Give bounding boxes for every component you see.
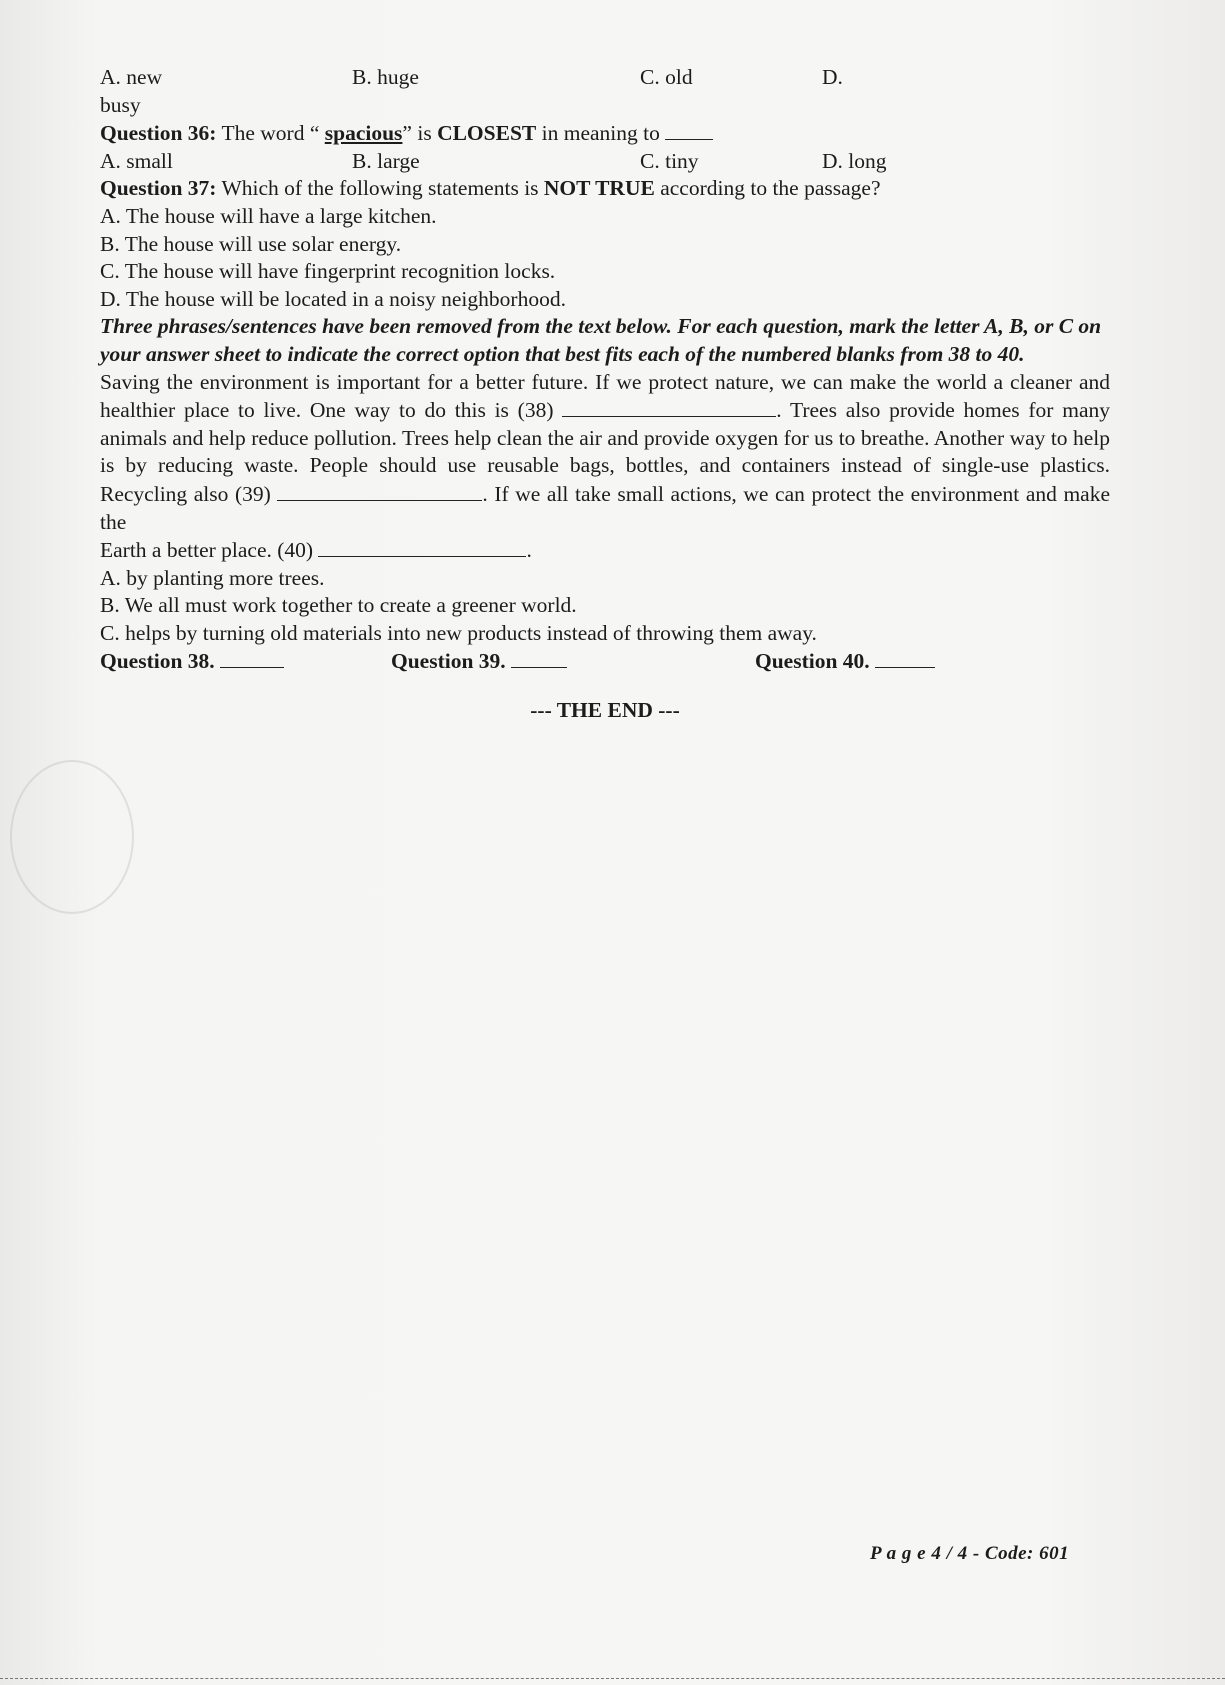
q36-text-mid: ” is xyxy=(402,121,438,146)
passage-part-2: . Trees also provide homes for many animals and help reduce pollution. Trees help clean the air and provide oxygen for us to breathe. Another way to help is by reducing waste. People should use reusable bags, bottles, and containers instead of single-use plastics. Recycling also (39) xyxy=(100,398,1110,506)
q37-option-b: B. The house will use solar energy. xyxy=(100,231,402,256)
q37-text-pre: Which of the following statements is xyxy=(221,176,544,201)
answer-39-blank xyxy=(511,647,567,668)
passage xyxy=(100,369,1110,537)
answer-blanks xyxy=(100,647,1110,675)
question-36 xyxy=(100,119,1110,148)
blank-38 xyxy=(562,396,776,417)
q35-option-d: D. xyxy=(822,65,843,89)
passage-part-4: Earth a better place. (40) xyxy=(100,538,319,563)
answer-40-blank xyxy=(875,647,935,668)
exam-content xyxy=(100,64,1110,725)
q36-text-pre: The word “ xyxy=(221,121,325,146)
answer-40-label: Question 40. xyxy=(755,649,870,674)
q36-option-b: B. large xyxy=(352,148,420,173)
blank-39 xyxy=(277,480,482,501)
instructions-38-40: Three phrases/sentences have been removed from the text below. For each question, mark the letter A, B, or C on your answer sheet to indicate the correct option that best fits each of the numbered blanks from 38 to 40. xyxy=(100,314,1102,366)
q36-option-d: D. long xyxy=(822,148,887,173)
page-edge xyxy=(0,1678,1225,1682)
q36-text-post: in meaning to xyxy=(536,121,666,146)
answer-38-label: Question 38. xyxy=(100,649,215,674)
passage-last-line xyxy=(100,536,1110,565)
q37-option-a: A. The house will have a large kitchen. xyxy=(100,203,437,228)
q35-option-b: B. huge xyxy=(352,65,419,89)
q36-option-c: C. tiny xyxy=(640,148,699,173)
question-36-label: Question 36: xyxy=(100,121,217,146)
answer-38-blank xyxy=(220,647,284,668)
q36-bold: CLOSEST xyxy=(437,121,537,146)
q35-options xyxy=(100,64,1110,92)
passage-part-5: . xyxy=(526,538,532,563)
q36-options xyxy=(100,148,1110,176)
q37-bold: NOT TRUE xyxy=(543,176,655,201)
question-37 xyxy=(100,175,1110,203)
q37-text-post: according to the passage? xyxy=(654,176,881,201)
answer-39 xyxy=(391,647,567,676)
answer-40 xyxy=(755,647,935,676)
option-b-38-40: B. We all must work together to create a greener world. xyxy=(100,593,577,618)
answer-39-label: Question 39. xyxy=(391,649,506,674)
q35-option-c: C. old xyxy=(640,65,693,89)
q35-option-d-continued: busy xyxy=(100,92,141,117)
the-end: --- THE END --- xyxy=(530,698,680,723)
page-footer: P a g e 4 / 4 - Code: 601 xyxy=(870,1543,1070,1564)
q37-option-c: C. The house will have fingerprint recognition locks. xyxy=(100,259,556,284)
faded-stamp xyxy=(10,760,134,914)
q36-blank xyxy=(665,119,713,140)
option-a-38-40: A. by planting more trees. xyxy=(100,565,325,590)
q36-option-a: A. small xyxy=(100,148,173,173)
passage-part-3: . If we all take small actions, we can protect the environment and make the xyxy=(100,481,1111,534)
blank-40 xyxy=(318,536,526,557)
passage-part-1: Saving the environment is important for a better future. If we protect nature, we can make the world a cleaner and healthier place to live. One way to do this is (38) xyxy=(100,369,1110,423)
answer-38 xyxy=(100,647,284,676)
option-c-38-40: C. helps by turning old materials into new products instead of throwing them away. xyxy=(100,620,817,645)
q37-option-d: D. The house will be located in a noisy neighborhood. xyxy=(100,286,566,311)
question-37-label: Question 37: xyxy=(100,176,217,201)
q36-keyword: spacious xyxy=(324,121,403,146)
q35-option-a: A. new xyxy=(100,65,163,89)
